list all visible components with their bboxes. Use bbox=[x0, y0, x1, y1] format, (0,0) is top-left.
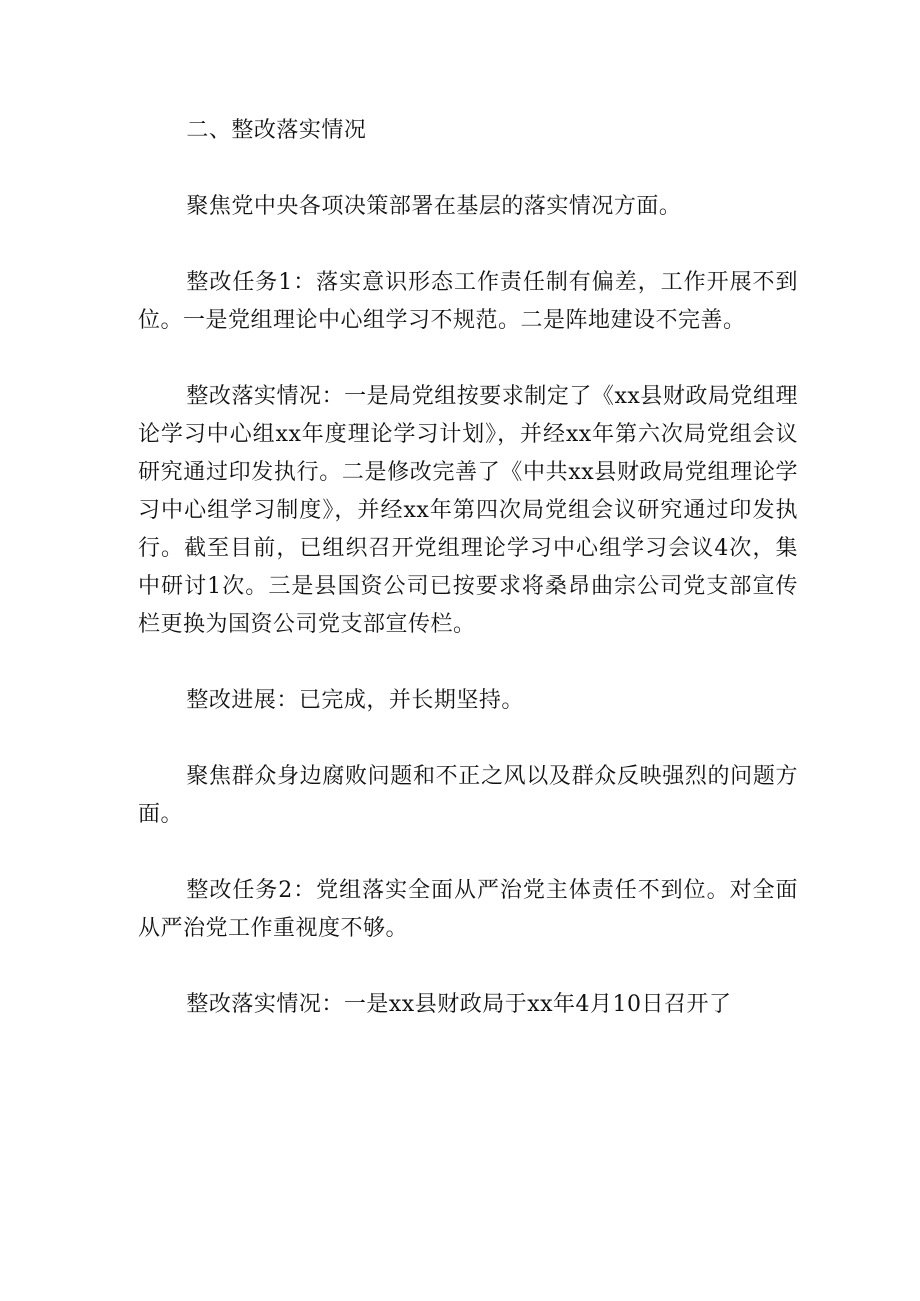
paragraph-task-1-progress: 整改进展：已完成，并长期坚持。 bbox=[186, 688, 524, 713]
document-body bbox=[138, 112, 798, 1062]
paragraph-task-2: 整改任务2：党组落实全面从严治党主体责任不到位。对全面从严治党工作重视度不够。 bbox=[138, 878, 798, 941]
paragraph-task-1: 整改任务1：落实意识形态工作责任制有偏差，工作开展不到位。一是党组理论中心组学习不规范。二是阵地建设不完善。 bbox=[138, 270, 798, 333]
paragraph-task-2-implementation: 整改落实情况：一是xx县财政局于xx年4月10日召开了 bbox=[186, 992, 732, 1017]
paragraph-task-1-implementation: 整改落实情况：一是局党组按要求制定了《xx县财政局党组理论学习中心组xx年度理论学习计划》，并经xx年第六次局党组会议研究通过印发执行。二是修改完善了《中共xx县财政局党组理论学习中心组学习制度》，并经xx年第四次局党组会议研究通过印发执行。截至目前，已组织召开党组理论学习中心组学习会议4次，集中研讨1次。三是县国资公司已按要求将桑昂曲宗公司党支部宣传栏更换为国资公司党支部宣传栏。 bbox=[138, 384, 798, 637]
paragraph-focus-central-decisions: 聚焦党中央各项决策部署在基层的落实情况方面。 bbox=[186, 194, 682, 219]
section-heading: 二、整改落实情况 bbox=[186, 118, 367, 143]
paragraph-focus-grassroots-corruption: 聚焦群众身边腐败问题和不正之风以及群众反映强烈的问题方面。 bbox=[138, 764, 798, 827]
